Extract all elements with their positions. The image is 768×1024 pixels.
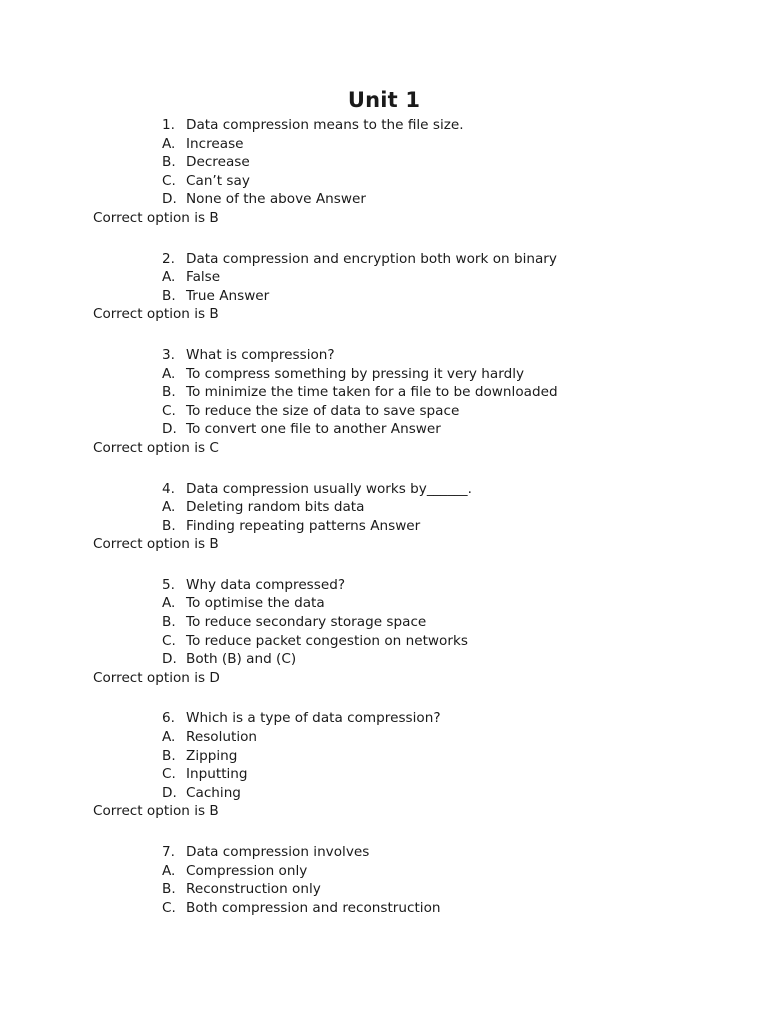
option-line — [0, 420, 768, 439]
question-line — [0, 480, 768, 499]
option-text: Both compression and reconstruction — [186, 899, 441, 916]
option-text: To reduce packet congestion on networks — [186, 632, 468, 649]
correct-answer: Correct option is B — [93, 209, 219, 226]
option-letter: C. — [162, 172, 176, 189]
option-letter: A. — [162, 729, 176, 746]
option-text: True Answer — [186, 287, 270, 304]
option-line — [0, 613, 768, 632]
question-line — [0, 346, 768, 365]
question-line — [0, 709, 768, 728]
question-line — [0, 250, 768, 269]
option-line — [0, 632, 768, 651]
question-number: 6. — [162, 710, 175, 727]
option-text: False — [186, 269, 221, 286]
page-title — [0, 88, 768, 112]
option-letter: C. — [162, 766, 176, 783]
correct-answer: Correct option is B — [93, 536, 219, 553]
option-text: Reconstruction only — [186, 881, 321, 898]
option-letter: A. — [162, 499, 176, 516]
option-line — [0, 747, 768, 766]
option-letter: D. — [162, 784, 177, 801]
question-text: Data compression usually works by______. — [186, 480, 472, 497]
question-text: Data compression and encryption both work on binary — [186, 250, 557, 267]
option-line — [0, 765, 768, 784]
question-number: 1. — [162, 117, 175, 133]
option-letter: A. — [162, 365, 176, 382]
question-number: 5. — [162, 576, 175, 593]
option-line — [0, 728, 768, 747]
option-text: Caching — [186, 784, 241, 801]
option-line — [0, 862, 768, 881]
option-letter: C. — [162, 402, 176, 419]
question-line — [0, 116, 768, 135]
option-letter: B. — [162, 287, 176, 304]
option-text: To compress something by pressing it very hardly — [186, 365, 525, 382]
option-text: Compression only — [186, 862, 308, 879]
option-letter: B. — [162, 747, 176, 764]
option-text: None of the above Answer — [186, 191, 366, 208]
question-number: 2. — [162, 250, 175, 267]
option-letter: A. — [162, 862, 176, 879]
option-line — [0, 594, 768, 613]
page-title-text: Unit 1 — [347, 88, 421, 112]
option-text: To reduce the size of data to save space — [186, 402, 460, 419]
option-line — [0, 784, 768, 803]
option-line — [0, 287, 768, 306]
option-letter: C. — [162, 899, 176, 916]
option-line — [0, 880, 768, 899]
option-letter: B. — [162, 881, 176, 898]
question-block — [0, 843, 768, 917]
option-line — [0, 899, 768, 918]
question-text: What is compression? — [186, 346, 335, 363]
option-line — [0, 402, 768, 421]
option-line — [0, 268, 768, 287]
option-text: To reduce secondary storage space — [186, 614, 427, 631]
correct-answer: Correct option is B — [93, 803, 219, 820]
question-line — [0, 576, 768, 595]
option-text: Zipping — [186, 747, 238, 764]
option-text: Inputting — [186, 766, 248, 783]
option-text: Increase — [186, 135, 244, 152]
option-text: To minimize the time taken for a file to be downloaded — [186, 384, 558, 401]
correct-answer: Correct option is D — [93, 669, 220, 686]
question-block — [0, 709, 768, 821]
option-letter: A. — [162, 269, 176, 286]
option-text: Decrease — [186, 154, 250, 171]
option-text: To optimise the data — [186, 595, 325, 612]
option-line — [0, 365, 768, 384]
option-line — [0, 153, 768, 172]
option-letter: D. — [162, 651, 177, 668]
question-line — [0, 843, 768, 862]
question-text: Data compression involves — [186, 844, 370, 860]
option-text: Both (B) and (C) — [186, 651, 297, 668]
option-letter: B. — [162, 384, 176, 401]
option-line — [0, 517, 768, 536]
correct-answer: Correct option is B — [93, 306, 219, 323]
question-number: 7. — [162, 844, 175, 860]
question-text: Why data compressed? — [186, 576, 346, 593]
option-line — [0, 135, 768, 154]
option-line — [0, 383, 768, 402]
option-letter: B. — [162, 517, 176, 534]
option-letter: D. — [162, 191, 177, 208]
option-letter: A. — [162, 595, 176, 612]
option-line — [0, 498, 768, 517]
option-letter: D. — [162, 421, 177, 438]
question-number: 3. — [162, 346, 175, 363]
option-text: Deleting random bits data — [186, 499, 365, 516]
question-block — [0, 116, 768, 228]
option-letter: A. — [162, 135, 176, 152]
option-letter: C. — [162, 632, 176, 649]
option-letter: B. — [162, 614, 176, 631]
question-list — [0, 116, 768, 939]
option-line — [0, 172, 768, 191]
question-text: Data compression means to the file size. — [186, 117, 464, 133]
question-block — [0, 250, 768, 324]
question-block — [0, 346, 768, 458]
option-text: Resolution — [186, 729, 258, 746]
option-line — [0, 190, 768, 209]
question-number: 4. — [162, 480, 175, 497]
question-block — [0, 576, 768, 688]
question-block — [0, 480, 768, 554]
option-text: Can’t say — [186, 172, 250, 189]
option-text: Finding repeating patterns Answer — [186, 517, 421, 534]
question-text: Which is a type of data compression? — [186, 710, 441, 727]
correct-answer: Correct option is C — [93, 439, 219, 456]
option-letter: B. — [162, 154, 176, 171]
option-text: To convert one file to another Answer — [186, 421, 441, 438]
option-line — [0, 650, 768, 669]
